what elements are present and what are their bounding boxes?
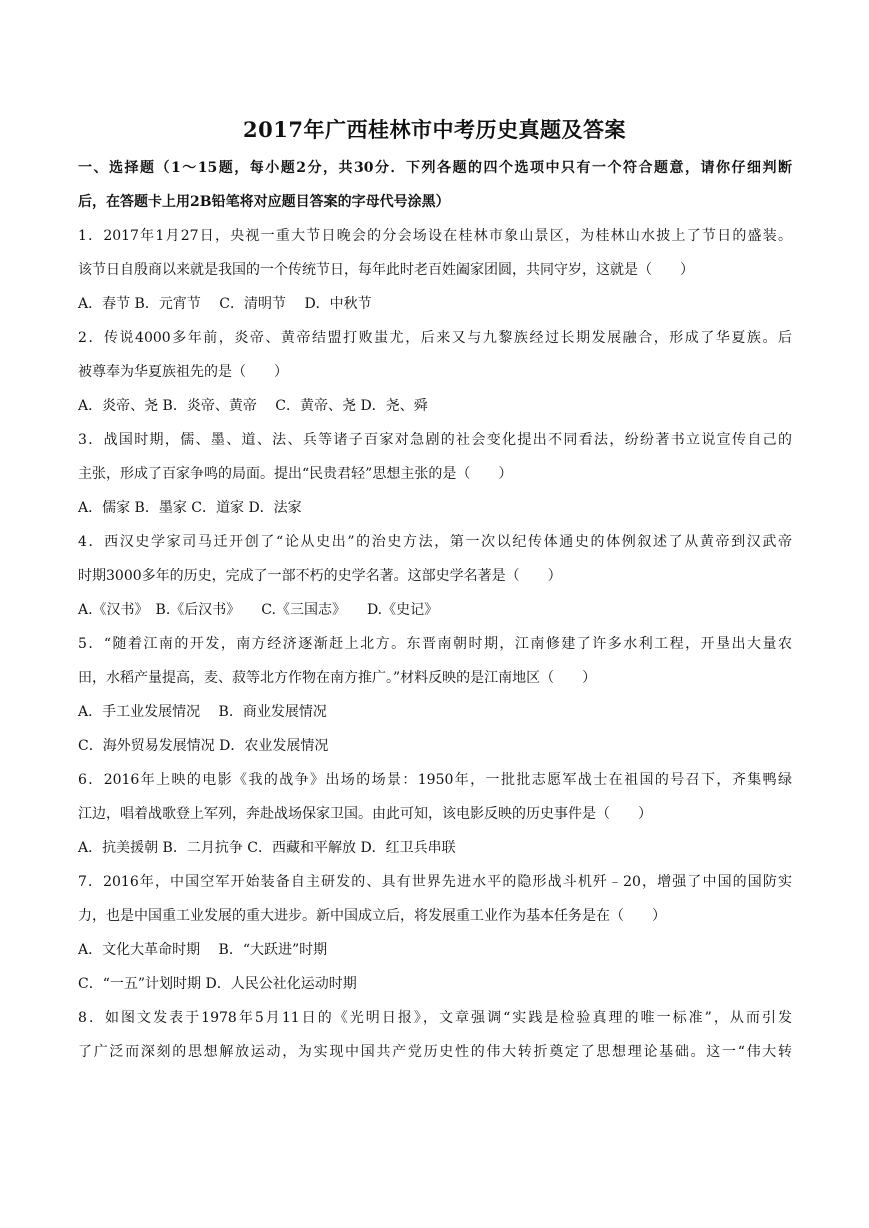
question-2-text: 2．传说4000多年前，炎帝、黄帝结盟打败蚩尤，后来又与九黎族经过长期发展融合，形成了华夏族。后 — [78, 330, 792, 346]
section-header: 一、选择题（1～15题，每小题2分，共30分．下列各题的四个选项中只有一个符合题意，请你仔细判断 — [78, 160, 792, 176]
question-2-options: A．炎帝、尧 B．炎帝、黄帝 C．黄帝、尧 D．尧、舜 — [78, 398, 428, 414]
question-7-options: C．“一五”计划时期 D．人民公社化运动时期 — [78, 976, 357, 992]
question-3-text: 主张，形成了百家争鸣的局面。提出“民贵君轻”思想主张的是（ ） — [78, 466, 513, 482]
document-title: 2017年广西桂林市中考历史真题及答案 — [243, 117, 626, 142]
question-7-options: A．文化大革命时期 B．“大跃进”时期 — [78, 942, 328, 958]
question-4-options: A.《汉书》 B.《后汉书》 C.《三国志》 D.《史记》 — [78, 602, 439, 618]
question-7-text: 力，也是中国重工业发展的重大进步。新中国成立后，将发展重工业作为基本任务是在（ ） — [78, 908, 666, 924]
question-4-text: 4．西汉史学家司马迁开创了“论从史出”的治史方法，第一次以纪传体通史的体例叙述了从黄帝到汉武帝 — [78, 534, 792, 550]
question-5-text: 田，水稻产量提高，麦、菽等北方作物在南方推广。”材料反映的是江南地区（ ） — [78, 670, 597, 686]
question-2-text: 被尊奉为华夏族祖先的是（ ） — [78, 364, 288, 380]
question-3-text: 3．战国时期，儒、墨、道、法、兵等诸子百家对急剧的社会变化提出不同看法，纷纷著书立说宣传自己的 — [78, 432, 792, 448]
question-3-options: A．儒家 B．墨家 C．道家 D．法家 — [78, 500, 302, 516]
section-header-cont: 后，在答题卡上用2B铅笔将对应题目答案的字母代号涂黑） — [78, 194, 450, 210]
question-6-text: 江边，唱着战歌登上军列，奔赴战场保家卫国。由此可知，该电影反映的历史事件是（ ） — [78, 806, 652, 822]
question-1-options: A．春节 B．元宵节 C．清明节 D．中秋节 — [78, 296, 372, 312]
question-6-options: A．抗美援朝 B．二月抗争 C．西藏和平解放 D．红卫兵串联 — [78, 840, 456, 856]
question-1-text: 该节日自殷商以来就是我国的一个传统节日，每年此时老百姓阖家团圆，共同守岁，这就是（ ） — [78, 262, 694, 278]
question-4-text: 时期3000多年的历史，完成了一部不朽的史学名著。这部史学名著是（ ） — [78, 568, 562, 584]
question-7-text: 7．2016年，中国空军开始装备自主研发的、具有世界先进水平的隐形战斗机歼﹣20，增强了中国的国防实 — [78, 874, 792, 890]
question-8-text: 了广泛而深刻的思想解放运动，为实现中国共产党历史性的伟大转折奠定了思想理论基础。这一“伟大转 — [78, 1044, 792, 1060]
question-8-text: 8．如图文发表于1978年5月11日的《光明日报》，文章强调“实践是检验真理的唯一标准”，从而引发 — [78, 1010, 792, 1026]
question-5-text: 5．“随着江南的开发，南方经济逐渐赶上北方。东晋南朝时期，江南修建了许多水利工程，开垦出大量农 — [78, 636, 792, 652]
question-6-text: 6．2016年上映的电影《我的战争》出场的场景：1950年，一批批志愿军战士在祖国的号召下，齐集鸭绿 — [78, 772, 792, 788]
question-1-text: 1．2017年1月27日，央视一重大节日晚会的分会场设在桂林市象山景区，为桂林山水披上了节日的盛装。 — [78, 228, 792, 244]
question-5-options: C．海外贸易发展情况 D．农业发展情况 — [78, 738, 329, 754]
question-5-options: A．手工业发展情况 B．商业发展情况 — [78, 704, 327, 720]
